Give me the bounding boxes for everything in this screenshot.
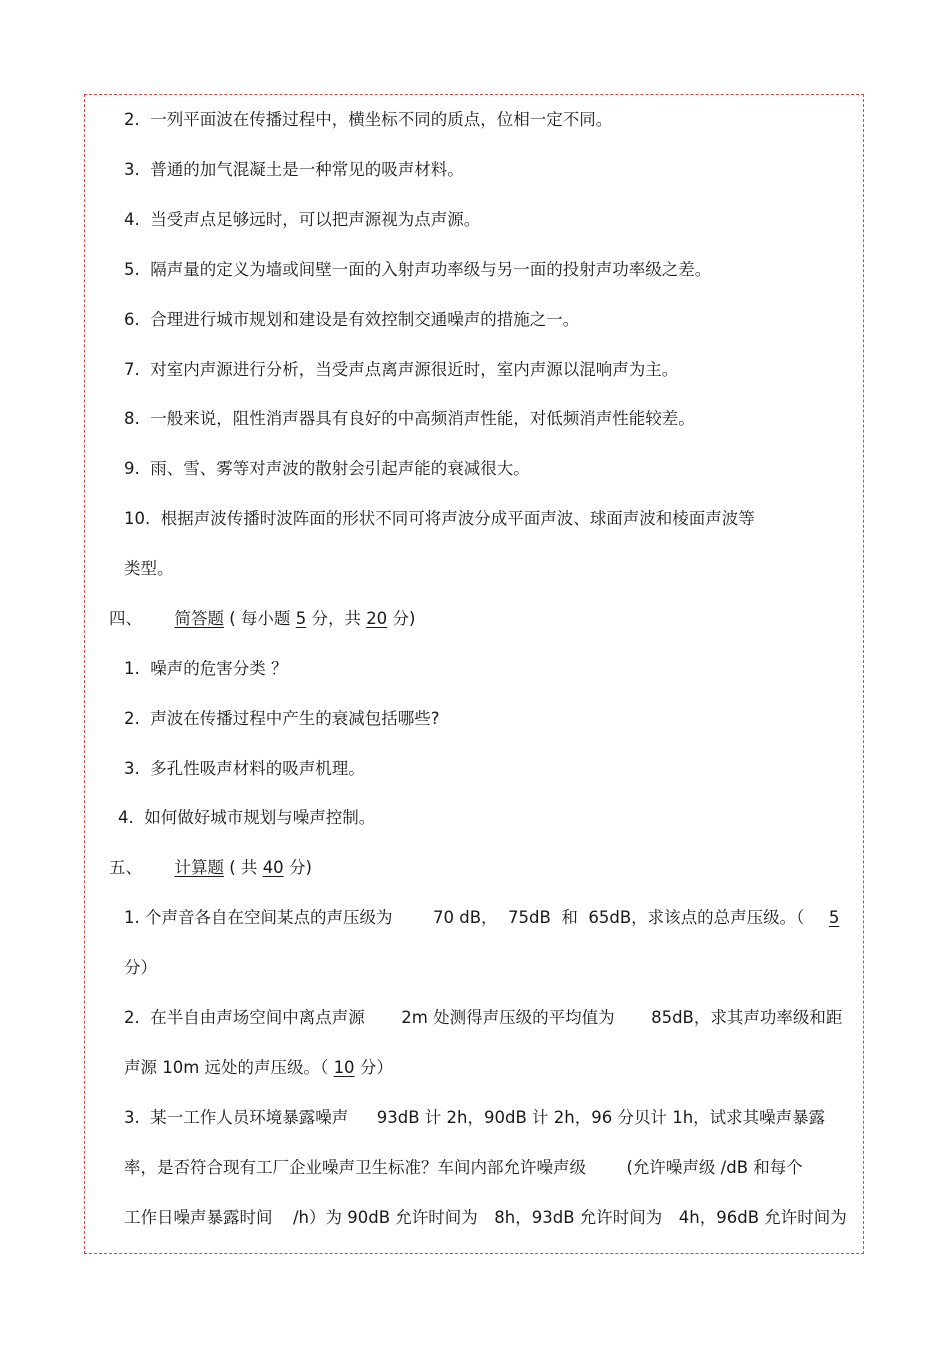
value-1: 70 dB，	[433, 908, 498, 927]
calc-q1-line1	[124, 907, 839, 929]
item-text: 个声音各自在空间某点的声压级为	[145, 908, 393, 927]
per-item-score: 5	[295, 609, 307, 628]
section-5-heading	[109, 857, 312, 879]
sa-item-1	[124, 658, 288, 680]
item-number: 2.	[124, 1008, 140, 1027]
tf-item-5	[124, 259, 711, 281]
item-number: 7.	[124, 360, 140, 379]
item-text: 多孔性吸声材料的吸声机理。	[150, 759, 365, 778]
item-text: 率，是否符合现有工厂企业噪声卫生标准？车间内部允许噪声级	[124, 1158, 586, 1177]
section-4-heading	[109, 608, 415, 630]
value-2: 75dB	[508, 908, 551, 927]
tf-item-9	[124, 458, 530, 480]
item-text: 普通的加气混凝土是一种常见的吸声材料。	[150, 160, 464, 179]
tf-item-3	[124, 159, 464, 181]
item-number: 2.	[124, 709, 140, 728]
total-score: 40	[262, 858, 284, 877]
item-number: 8.	[124, 409, 140, 428]
item-text: 4h，96dB 允许时间为	[678, 1208, 847, 1227]
section-note: 分)	[288, 858, 312, 877]
item-text: 如何做好城市规划与噪声控制。	[144, 808, 376, 827]
total-score: 20	[366, 609, 388, 628]
tf-item-4	[124, 209, 480, 231]
sa-item-4	[118, 807, 375, 829]
question-score: 5	[828, 908, 840, 927]
question-score: 10	[333, 1058, 355, 1077]
item-text: 8h，93dB 允许时间为	[494, 1208, 663, 1227]
item-number: 3.	[124, 759, 140, 778]
distance-text: 2m 处测得声压级的平均值为	[401, 1008, 615, 1027]
item-text: 分）	[124, 958, 157, 977]
section-note: ( 共	[229, 858, 258, 877]
item-text: (允许噪声级 /dB 和每个	[626, 1158, 803, 1177]
calc-q2-line2	[124, 1057, 393, 1079]
item-number: 3.	[124, 1108, 140, 1127]
item-text: 隔声量的定义为墙或间壁一面的入射声功率级与另一面的投射声功率级之差。	[150, 260, 712, 279]
item-text: 在半自由声场空间中离点声源	[150, 1008, 365, 1027]
item-text: 对室内声源进行分析，当受声点离声源很近时，室内声源以混响声为主。	[150, 360, 679, 379]
section-note: 分)	[392, 609, 416, 628]
tf-item-6	[124, 309, 579, 331]
calc-q3-line1	[124, 1107, 825, 1129]
item-text: 一列平面波在传播过程中，横坐标不同的质点，位相一定不同。	[150, 110, 613, 129]
item-text: 声波在传播过程中产生的衰减包括哪些?	[150, 709, 440, 728]
item-text: 某一工作人员环境暴露噪声	[150, 1108, 349, 1127]
section-note: 分，共	[311, 609, 361, 628]
item-text: 分）	[359, 1058, 393, 1077]
item-number: 9.	[124, 459, 140, 478]
item-number: 2.	[124, 110, 140, 129]
section-title: 计算题	[174, 858, 224, 877]
item-text: 根据声波传播时波阵面的形状不同可将声波分成平面声波、球面声波和棱面声波等	[160, 509, 755, 528]
tf-item-8	[124, 408, 695, 430]
item-text: 声源 10m 远处的声压级。（	[124, 1058, 329, 1077]
item-text: 类型。	[124, 559, 174, 578]
section-number: 五、	[109, 858, 142, 877]
item-number: 1.	[124, 659, 140, 678]
item-number: 5.	[124, 260, 140, 279]
item-number: 6.	[124, 310, 140, 329]
item-number: 4.	[118, 808, 134, 827]
sa-item-3	[124, 758, 365, 780]
tf-item-7	[124, 359, 678, 381]
item-text: 一般来说，阻性消声器具有良好的中高频消声性能，对低频消声性能较差。	[150, 409, 695, 428]
value-text: 85dB，求其声功率级和距	[651, 1008, 843, 1027]
calc-q2-line1	[124, 1007, 842, 1029]
item-number: 1.	[124, 908, 140, 927]
value-3: 65dB，求该点的总声压级。（	[588, 908, 805, 927]
calc-q3-line3	[124, 1207, 847, 1229]
item-text: 当受声点足够远时，可以把声源视为点声源。	[150, 210, 481, 229]
calc-q3-line2	[124, 1157, 803, 1179]
conjunction: 和	[561, 908, 578, 927]
section-title: 简答题	[174, 609, 224, 628]
item-text: 合理进行城市规划和建设是有效控制交通噪声的措施之一。	[150, 310, 580, 329]
section-number: 四、	[109, 609, 142, 628]
item-text: /h）为 90dB 允许时间为	[293, 1208, 478, 1227]
item-text: 工作日噪声暴露时间	[124, 1208, 273, 1227]
item-text: 噪声的危害分类 ？	[150, 659, 288, 678]
tf-item-2	[124, 109, 612, 131]
item-number: 10.	[124, 509, 151, 528]
section-note: ( 每小题	[229, 609, 291, 628]
item-number: 3.	[124, 160, 140, 179]
sa-item-2	[124, 708, 440, 730]
calc-q1-line2	[124, 957, 157, 979]
tf-item-10-continuation	[124, 558, 174, 580]
item-text: 93dB 计 2h，90dB 计 2h，96 分贝计 1h，试求其噪声暴露	[376, 1108, 826, 1127]
item-number: 4.	[124, 210, 140, 229]
item-text: 雨、雪、雾等对声波的散射会引起声能的衰减很大。	[150, 459, 530, 478]
tf-item-10	[124, 508, 755, 530]
